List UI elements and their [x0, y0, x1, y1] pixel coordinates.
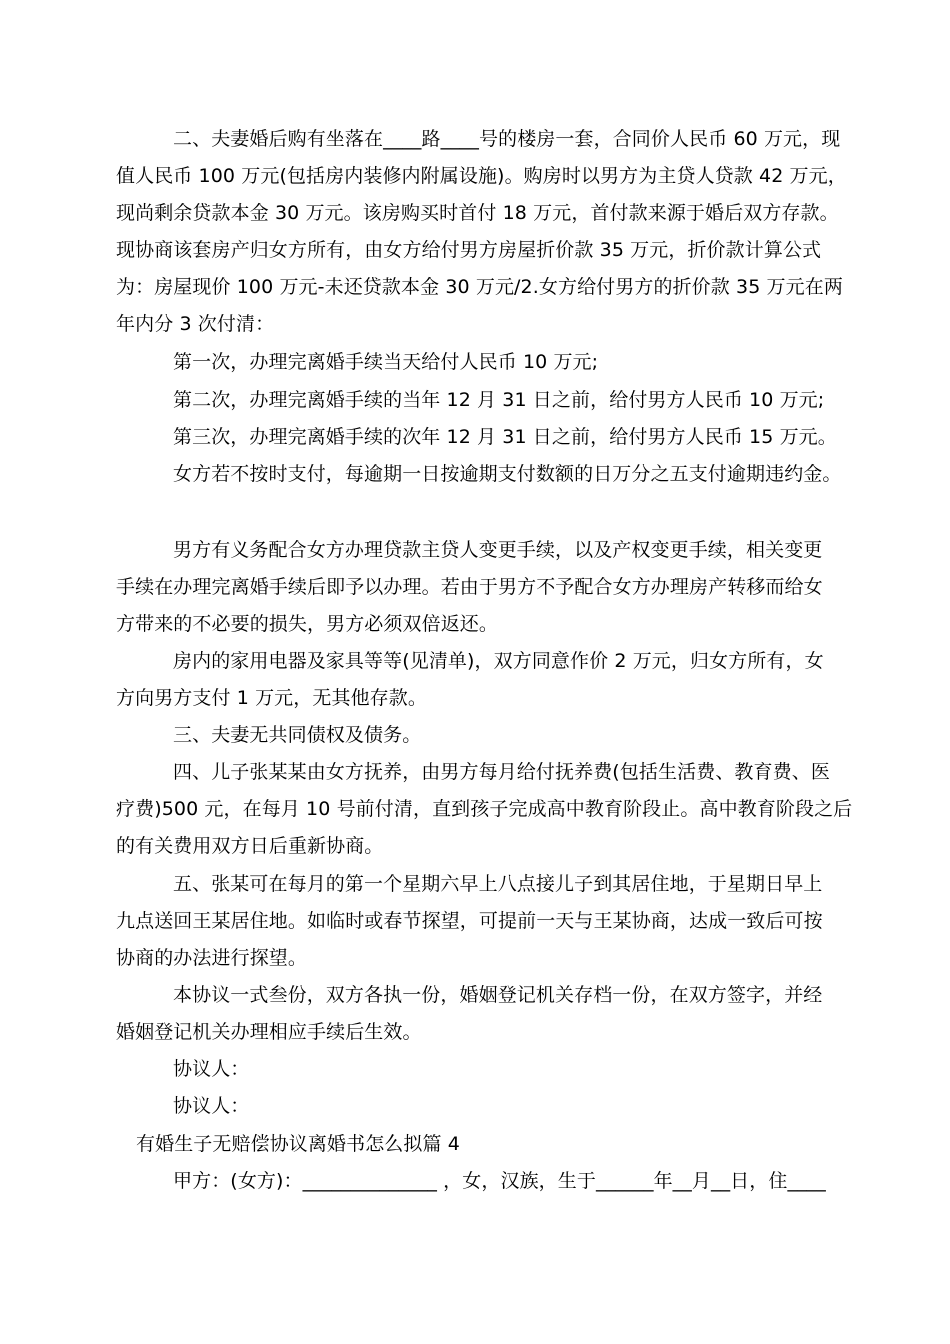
- signature-label: 协议人：: [173, 1095, 250, 1117]
- paragraph-line: 女方若不按时支付，每逾期一日按逾期支付数额的日万分之五支付逾期违约金。: [173, 463, 842, 485]
- paragraph-line: 疗费)500 元，在每月 10 号前付清，直到孩子完成高中教育阶段止。高中教育阶段之后: [116, 798, 853, 820]
- paragraph-line: 协商的办法进行探望。: [116, 947, 308, 969]
- paragraph-line: 方带来的不必要的损失，男方必须双倍返还。: [116, 613, 499, 635]
- paragraph-line: 九点送回王某居住地。如临时或春节探望，可提前一天与王某协商，达成一致后可按: [116, 910, 823, 932]
- paragraph-line: 为：房屋现价 100 万元-未还贷款本金 30 万元/2.女方给付男方的折价款 35 万元在两: [116, 276, 843, 298]
- paragraph-line: 年内分 3 次付清：: [116, 313, 275, 335]
- paragraph-line: 现协商该套房产归女方所有，由女方给付男方房屋折价款 35 万元，折价款计算公式: [116, 239, 822, 261]
- paragraph-line: 二、夫妻婚后购有坐落在____路____号的楼房一套，合同价人民币 60 万元，现: [173, 128, 841, 150]
- paragraph-line: 房内的家用电器及家具等等(见清单)，双方同意作价 2 万元，归女方所有，女: [173, 650, 824, 672]
- paragraph-line: 男方有义务配合女方办理贷款主贷人变更手续，以及产权变更手续，相关变更: [173, 539, 823, 561]
- section-heading: 有婚生子无赔偿协议离婚书怎么拟篇 4: [136, 1133, 460, 1155]
- paragraph-line: 第一次，办理完离婚手续当天给付人民币 10 万元;: [173, 351, 599, 373]
- signature-label: 协议人：: [173, 1058, 250, 1080]
- paragraph-line: 四、儿子张某某由女方抚养，由男方每月给付抚养费(包括生活费、教育费、医: [173, 761, 830, 783]
- paragraph-line: 本协议一式叁份，双方各执一份，婚姻登记机关存档一份，在双方签字，并经: [173, 984, 823, 1006]
- paragraph-line: 第二次，办理完离婚手续的当年 12 月 31 日之前，给付男方人民币 10 万元;: [173, 389, 825, 411]
- paragraph-line: 第三次，办理完离婚手续的次年 12 月 31 日之前，给付男方人民币 15 万元。: [173, 426, 837, 448]
- paragraph-line: 的有关费用双方日后重新协商。: [116, 835, 384, 857]
- paragraph-line: 三、夫妻无共同债权及债务。: [173, 724, 422, 746]
- paragraph-line: 手续在办理完离婚手续后即予以办理。若由于男方不予配合女方办理房产转移而给女: [116, 576, 823, 598]
- paragraph-line: 五、张某可在每月的第一个星期六早上八点接儿子到其居住地，于星期日早上: [173, 873, 823, 895]
- paragraph-line: 婚姻登记机关办理相应手续后生效。: [116, 1021, 422, 1043]
- paragraph-line: 方向男方支付 1 万元，无其他存款。: [116, 687, 427, 709]
- paragraph-line: 现尚剩余贷款本金 30 万元。该房购买时首付 18 万元，首付款来源于婚后双方存款。: [116, 202, 839, 224]
- paragraph-line: 值人民币 100 万元(包括房内装修内附属设施)。购房时以男方为主贷人贷款 42 万元，: [116, 165, 847, 187]
- paragraph-line: 甲方：(女方)：______________ ，女，汉族，生于______年__月__日，住____: [173, 1170, 826, 1192]
